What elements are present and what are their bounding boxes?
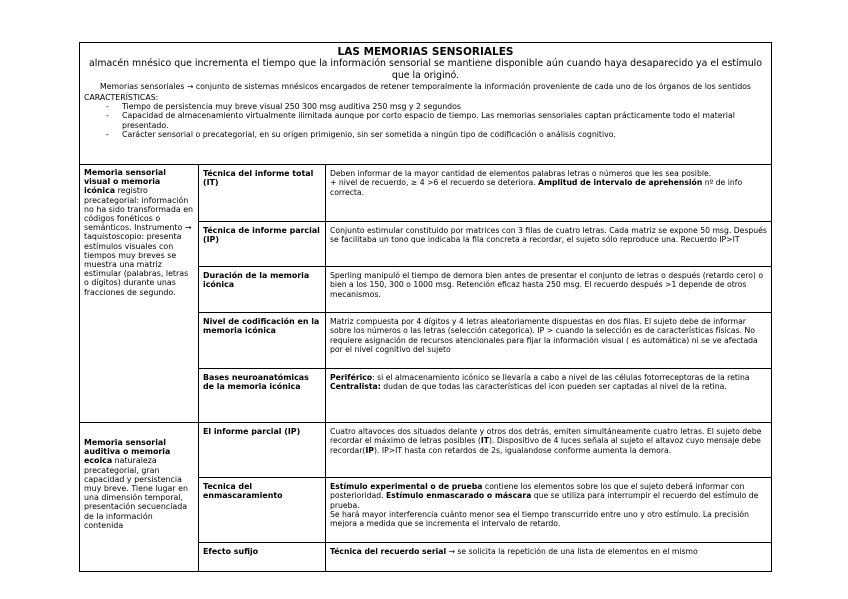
desc-text: Se hará mayor interferencia cuánto menor sea el tiempo transcurrido entre uno y otro estímulo. La precisión mejora a medida que se incrementa el intervalo de retardo. [330,509,749,529]
table-row [80,165,772,222]
table-row [80,423,772,478]
desc-bold: Técnica del recuerdo serial [330,547,447,556]
row-description [326,165,772,222]
memorias-sensoriales-table [79,42,772,572]
row-label: El informe parcial (IP) [199,423,326,478]
desc-text: ). Dispositivo de 4 luces señala al sujeto el altavoz cuyo mensaje debe recordar( [330,436,761,455]
row-description [326,543,772,572]
desc-bold: Estímulo experimental o de prueba [330,482,483,491]
desc-bold: Periférico [330,373,373,382]
row-label: Duración de la memoria icónica [199,267,326,313]
row-description [326,369,772,423]
row-label: Bases neuroanatómicas de la memoria icónica [199,369,326,423]
desc-text: dudan de que todas las características del icon pueden ser captadas al nivel de la retina. [380,382,727,392]
characteristics-title: CARACTERÍSTICAS: [84,92,159,102]
row-label: Tecnica del enmascaramiento [199,478,326,543]
desc-text: ). IP>IT hasta con retardos de 2s, igualandose conforme aumenta la demora. [373,445,672,455]
row-label: Técnica de informe parcial (IP) [199,222,326,267]
row-description: Sperling manipuló el tiempo de demora bien antes de presentar el conjunto de letras o después (retardo cero) o bien a los 150, 300 o 1000 msg. Retención eficaz hasta 250 msg. El recuerdo después >1 depende de otros mecanismos. [326,267,772,313]
row-description [326,478,772,543]
document-subtitle: almacén mnésico que incrementa el tiempo que la información sensorial se mantiene disponible aún cuando haya desaparecido ya el estímulo que la originó. [88,58,763,81]
desc-text: Cuatro altavoces dos situados delante y otros dos detrás, emiten simultáneamente cuatro letras. El sujeto debe recordar el máximo de letras posibles ( [330,427,762,446]
header-cell [80,43,772,165]
desc-text: → se solicita la repetición de una lista de elementos en el mismo [446,547,698,556]
row-label: Técnica del informe total (IT) [199,165,326,222]
visual-memory-cell [80,165,199,423]
desc-text: nº de info correcta. [330,178,743,197]
row-label: Nivel de codificación en la memoria icónica [199,313,326,369]
desc-text: Deben informar de la mayor cantidad de elementos palabras letras o números que les sea posible. [330,169,712,178]
characteristic-item: - Carácter sensorial o precategorial, en su origen primigenio, sin ser sometida a ningún tipo de codificación o análisis cognitivo. [122,130,767,139]
row-description: Matriz compuesta por 4 dígitos y 4 letras aleatoriamente dispuestas en dos filas. El sujeto debe de informar sobre los números o las letras (selección categorica). IP > cuando la selección es de características físicas. No requiere asignación de recursos atencionales para fijar la información visual ( es automática) ni se ve afectada por el nivel cognitivo del sujeto [326,313,772,369]
auditory-memory-cell [80,423,199,572]
row-description: Conjunto estimular constituido por matrices con 3 filas de cuatro letras. Cada matriz se expone 50 msg. Después se facilitaba un tono que indicaba la fila concreta a recordar, el sujeto sólo reproduce una. Recuerdo IP>IT [326,222,772,267]
desc-bold: IT [480,436,489,446]
desc-text: + nivel de recuerdo, ≥ 4 >6 el recuerdo se deteriora. [330,178,539,188]
characteristics-list [84,102,767,140]
desc-bold: IP [365,445,374,455]
desc-text: : si el almacenamiento icónico se llevaría a cabo a nivel de las células fotorreceptoras de la retina [372,373,750,382]
characteristic-item: - Capacidad de almacenamiento virtualmente ilimitada aunque por corto espacio de tiempo. Las memorias sensoriales captan prácticamente todo el material presentado. [122,111,767,130]
visual-memory-name: Memoria sensorial visual o memoria icónica [84,168,166,196]
desc-text: contiene los elementos sobre los que el sujeto deberá informar con posterioridad. [330,482,745,501]
desc-bold: Centralista: [330,382,381,392]
row-description [326,423,772,478]
auditory-memory-desc: naturaleza precategorial, gran capacidad y persistencia muy breve. Tiene lugar en una dimensión temporal, presentación secuenciada de la información contenida [84,456,188,530]
intro-text: Memorias sensoriales → conjunto de sistemas mnésicos encargados de retener temporalmente la información proveniente de cada uno de los órganos de los sentidos [100,82,751,91]
desc-bold: Amplitud de intervalo de aprehensión [538,178,703,188]
auditory-memory-name: Memoria sensorial auditiva o memoria ecoica [84,438,171,466]
document-title: LAS MEMORIAS SENSORIALES [337,46,514,58]
desc-bold: Estímulo enmascarado o máscara [386,491,532,501]
visual-memory-desc: registro precategorial: información no ha sido transformada en códigos fonéticos o semánticos. Instrumento → taquistoscopio: presenta estímulos visuales con tiempos muy breves se muestra una matriz estimular (palabras, letras o dígitos) durante unas fracciones de segundo. [84,186,194,297]
characteristic-item: - Tiempo de persistencia muy breve visual 250 300 msg auditiva 250 msg y 2 segundos [122,102,767,111]
desc-text: que se utiliza para interrumpir el recuerdo del estímulo de prueba. [330,491,759,510]
header-row [80,43,772,165]
row-label: Efecto sufijo [199,543,326,572]
